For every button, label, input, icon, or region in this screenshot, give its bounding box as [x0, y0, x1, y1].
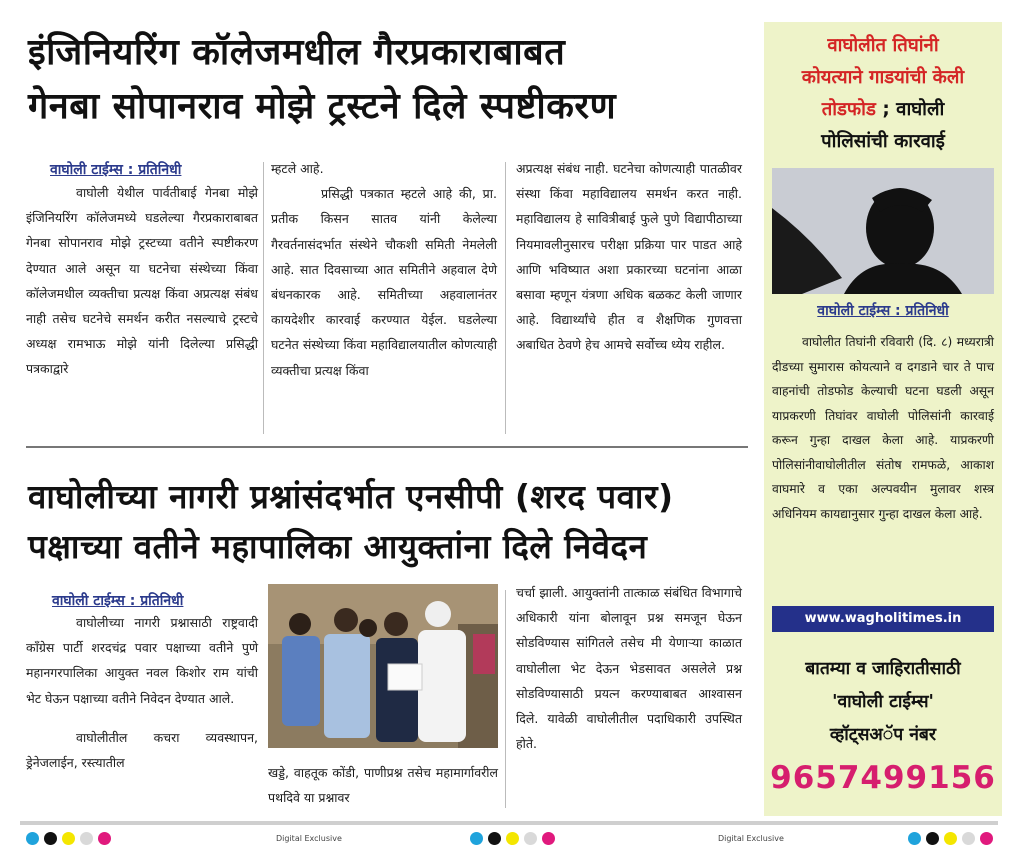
story2-headline-line1: वाघोलीच्या नागरी प्रश्नांसंदर्भात एनसीपी (शरद पवार): [28, 477, 674, 516]
registration-dot: [98, 832, 111, 845]
whatsapp-contact-box: [764, 640, 1002, 816]
sidebar-headline: [764, 30, 1002, 158]
story1-column-2: [271, 156, 497, 383]
column-divider: [505, 162, 506, 434]
sidebar-body-text: वाघोलीत तिघांनी रविवारी (दि. ८) मध्यरात्री दीडच्या सुमारास कोयत्याने व दगडाने चार ते पाच वाहनांची तोडफोड केल्याची घटना घडली असून याप्रकरणी तिघांवर वाघोली पोलिसांनी कारवाई करून गुन्हा दाखल केला आहे. याप्रकरणी पोलिसांनीवाघोलीतील संतोष रामफळे, आकाश वाघमारे व एका अल्पवयीन मुलावर शस्त्र अधिनियम कायद्यानुसार गुन्हा दाखल केला आहे.: [772, 335, 994, 521]
sidebar-silhouette-image: [772, 168, 994, 294]
story2-column-2: [268, 760, 498, 810]
contact-line3: व्हॉट्सअॅप नंबर: [829, 725, 937, 745]
story2-col1a-text: वाघोलीच्या नागरी प्रश्नासाठी राष्ट्रवादी कॉंग्रेस पार्टी शरदचंद्र पवार पक्षाच्या वतीने पुणे महानगरपालिका आयुक्त नवल किशोर राम यांची भेट घेऊन पक्षाच्या वतीने निवेदन देण्यात आले.: [26, 615, 258, 706]
story2-byline: वाघोली टाईम्स : प्रतिनिधी: [52, 593, 184, 609]
column-divider: [505, 590, 506, 808]
sidebar-body: [772, 330, 994, 526]
registration-dot: [26, 832, 39, 845]
story2-col1b-text: वाघोलीतील कचरा व्यवस्थापन, ड्रेनेजलाईन, रस्त्यातील: [26, 729, 258, 771]
story2-headline: [28, 472, 674, 572]
silhouette-illustration: [772, 168, 994, 294]
website-url-bar[interactable]: www.wagholitimes.in: [772, 606, 994, 632]
registration-dot: [908, 832, 921, 845]
story1-column-3: [516, 156, 742, 358]
story2-col3-text: चर्चा झाली. आयुक्तांनी तात्काळ संबंधित विभागाचे अधिकारी यांना बोलावून प्रश्न समजून घेऊन सोडविण्यास सांगितले तसेच मी येणाऱ्या काळात वाघोलीला भेट देऊन भेडसावत असलेले प्रश्न सोडविण्यासाठी प्रयत्न करण्याबाबत आश्वासन दिले. यावेळी वाघोलीतील पदाधिकारी उपस्थित होते.: [516, 585, 742, 752]
registration-dot: [470, 832, 483, 845]
story1-col3-text: अप्रत्यक्ष संबंध नाही. घटनेचा कोणत्याही पातळीवर संस्था किंवा महाविद्यालय समर्थन करत नाही. महाविद्यालय हे सावित्रीबाई फुले पुणे विद्यापीठाच्या नियमावलीनुसारच परीक्षा प्रक्रिया पार पाडत आहे आणि भविष्यात अशा प्रकारच्या घटनांना आळा बसावा म्हणून यंत्रणा अधिक बळकट केली जाणार आहे. विद्यार्थ्यांचे हीत व शैक्षणिक गुणवत्ता अबाधित ठेवणे हेच आमचे सर्वोच्च ध्येय राहील.: [516, 161, 742, 353]
story1-col1-text: वाघोली येथील पार्वतीबाई गेनबा मोझे इंजिनियरिंग कॉलेजमध्ये घडलेल्या गैरप्रकाराबाबत गेनबा सोपानराव मोझे ट्रस्टच्या वतीने स्पष्टीकरण देण्यात आले असून या घटनेचा संस्थेच्या किंवा कॉलेजमधील व्यक्तीचा प्रत्यक्ष किंवा अप्रत्यक्ष संबंध नाही तसेच घटनेचे समर्थन करीत नसल्याचे ट्रस्टचे अध्यक्ष रामभाऊ मोझे यांनी दिलेल्या प्रसिद्धी पत्रकाद्वारे: [26, 185, 258, 377]
registration-dot: [506, 832, 519, 845]
story1-byline: वाघोली टाईम्स : प्रतिनिधी: [50, 162, 182, 178]
story1-headline: [28, 26, 616, 134]
registration-dot: [944, 832, 957, 845]
contact-line1: बातम्या व जाहिरातीसाठी: [805, 659, 961, 679]
sidebar-byline: वाघोली टाईम्स : प्रतिनिधी: [817, 303, 949, 319]
sidebar-headline-line3b: ; वाघोली: [875, 99, 945, 120]
sidebar-headline-line4: पोलिसांची कारवाई: [821, 131, 945, 152]
registration-dot: [80, 832, 93, 845]
section-divider: [26, 446, 748, 448]
color-registration-dots-left: [26, 832, 111, 846]
registration-dot: [980, 832, 993, 845]
story2-headline-line2: पक्षाच्या वतीने महापालिका आयुक्तांना दिले निवेदन: [28, 527, 648, 566]
registration-dot: [926, 832, 939, 845]
footer-rule: [20, 821, 998, 825]
color-registration-dots-right: [908, 832, 993, 846]
contact-line2: 'वाघोली टाईम्स': [832, 692, 934, 712]
registration-dot: [62, 832, 75, 845]
registration-dot: [488, 832, 501, 845]
meeting-photo: [268, 584, 498, 748]
sidebar-headline-line1: वाघोलीत तिघांनी: [827, 35, 939, 56]
registration-dot: [44, 832, 57, 845]
registration-dot: [542, 832, 555, 845]
column-divider: [263, 162, 264, 434]
story2-column-3: [516, 580, 742, 756]
color-registration-dots-center: [470, 832, 555, 846]
footer-label-left: Digital Exclusive: [276, 834, 342, 843]
story1-col2b-text: प्रसिद्धी पत्रकात म्हटले आहे की, प्रा. प्रतीक किसन सातव यांनी केलेल्या गैरवर्तनासंदर्भात संस्थेने चौकशी समिती नेमलेली आहे. सात दिवसाच्या आत समितीने अहवाल देणे बंधनकारक आहे. समितीच्या अहवालानंतर कायदेशीर कारवाई करण्यात येईल. घडलेल्या घटनेत संस्थेच्या किंवा महाविद्यालयातील कोणत्याही व्यक्तीचा प्रत्यक्ष किंवा: [271, 186, 497, 378]
story1-headline-line2: गेनबा सोपानराव मोझे ट्रस्टने दिले स्पष्टीकरण: [28, 86, 617, 127]
meeting-photo-illustration: [268, 584, 498, 748]
footer-label-right: Digital Exclusive: [718, 834, 784, 843]
story1-col2a-text: म्हटले आहे.: [271, 161, 324, 176]
sidebar-news-box: [764, 22, 1002, 640]
story2-column-1: [26, 610, 258, 775]
story2-col2-text: खड्डे, वाहतूक कोंडी, पाणीप्रश्न तसेच महामार्गावरील पथदिवे या प्रश्नावर: [268, 765, 498, 806]
story1-headline-line1: इंजिनियरिंग कॉलेजमधील गैरप्रकाराबाबत: [28, 32, 566, 73]
registration-dot: [962, 832, 975, 845]
sidebar-headline-line2: कोयत्याने गाडयांची केली: [801, 67, 965, 88]
sidebar-byline-wrap: [764, 300, 1002, 320]
story1-column-1: [26, 180, 258, 382]
contact-phone-number[interactable]: 9657499156: [770, 760, 996, 796]
registration-dot: [524, 832, 537, 845]
sidebar-headline-line3: तोडफोड: [821, 99, 876, 120]
